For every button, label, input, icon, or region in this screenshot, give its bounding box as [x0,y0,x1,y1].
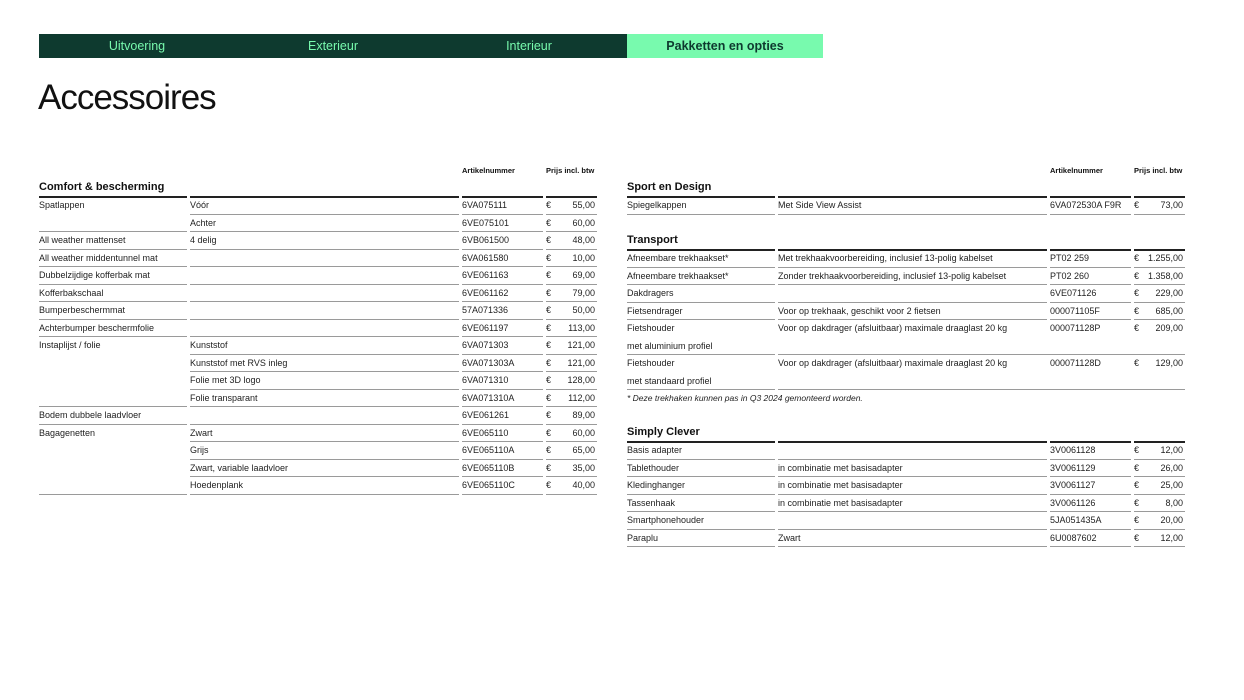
item-name: Bodem dubbele laadvloer [39,407,187,425]
item-name-text: Spiegelkappen [627,200,687,210]
currency-symbol: € [546,392,552,403]
price-value: 25,00 [1160,480,1183,490]
currency-symbol: € [546,357,552,368]
item-variant [190,285,459,303]
item-name-text: Kledinghanger [627,480,686,490]
item-price [1134,495,1185,513]
table-row [627,530,1185,548]
item-variant [778,442,1047,460]
item-article-number: 6VE061261 [462,407,543,425]
price-value: 48,00 [572,235,595,245]
item-name-text: Tablethouder [627,462,680,473]
currency-symbol: € [546,427,552,438]
item-name [627,512,775,530]
section-tabs [39,34,823,58]
item-price [546,442,597,460]
item-article-number: 3V0061127 [1050,477,1131,495]
item-article-number: 5JA051435A [1050,512,1131,530]
item-variant: Vóór [190,197,459,215]
table-row [627,303,1185,321]
item-article-number: 3V0061126 [1050,495,1131,513]
item-article-number: 6VE061197 [462,320,543,338]
currency-symbol: € [546,287,552,298]
transport-footnote: * Deze trekhaken kunnen pas in Q3 2024 gemonteerd worden. [627,393,863,403]
price-value: 89,00 [572,410,595,420]
table-row [39,442,597,460]
item-variant: Zwart [190,425,459,443]
item-variant [190,320,459,338]
item-variant: Hoedenplank [190,477,459,495]
price-value: 121,00 [567,357,595,368]
item-name-line-1: Fietshouder [627,358,675,368]
item-price [546,302,597,320]
currency-symbol: € [546,322,552,333]
item-name [627,442,775,460]
price-value: 69,00 [572,270,595,280]
item-article-number: 6VE065110A [462,442,543,460]
transport-title: Transport [627,234,678,246]
item-name [627,303,775,321]
currency-symbol: € [546,270,552,280]
comfort-title: Comfort & bescherming [39,181,165,193]
currency-symbol: € [546,252,552,263]
item-variant: in combinatie met basisadapter [778,495,1047,513]
price-value: 229,00 [1155,288,1183,298]
item-price [1134,197,1185,215]
item-price [546,407,597,425]
item-variant: Grijs [190,442,459,460]
item-price [546,197,597,215]
row-rule [778,389,1185,390]
sport-en-design-title: Sport en Design [627,181,712,193]
item-price [546,372,597,390]
item-variant: Voor op trekhaak, geschikt voor 2 fietsen [778,303,1047,321]
item-name: All weather mattenset [39,232,187,250]
item-article-number: 6VE065110B [462,460,543,478]
price-value: 12,00 [1160,532,1183,543]
tab-uitvoering[interactable]: Uitvoering [108,39,166,53]
item-price [546,390,597,408]
item-name: Spatlappen [39,200,85,210]
item-name [627,250,775,268]
table-row [627,477,1185,495]
item-price [1134,460,1185,478]
item-price [1134,530,1185,548]
item-variant: Voor op dakdrager (afsluitbaar) maximale draaglast 20 kg [778,358,1008,368]
item-variant: Met Side View Assist [778,197,1047,215]
currency-symbol: € [1134,323,1140,333]
item-name-line-2: met aluminium profiel [627,340,713,351]
price-value: 113,00 [568,322,595,333]
item-name: Bumperbeschermmat [39,302,187,320]
item-price [546,355,597,373]
item-name [627,495,775,513]
item-article-number: 6VA061580 [462,250,543,268]
table-row [39,267,597,285]
item-price [546,477,597,495]
price-value: 79,00 [572,287,595,298]
table-row [627,197,1185,215]
item-variant: Kunststof met RVS inleg [190,355,459,373]
table-row [39,250,597,268]
item-price [1134,355,1185,373]
item-name-text: Paraplu [627,532,659,543]
price-value: 73,00 [1160,200,1183,210]
item-name-text: Afneembare trekhaakset* [627,253,729,263]
item-price [546,320,597,338]
item-name-text: Dakdragers [627,288,674,298]
item-name [627,268,775,286]
item-name [39,355,187,373]
table-row [39,197,597,215]
currency-symbol: € [1134,497,1140,508]
item-price [1134,477,1185,495]
item-name [39,372,187,390]
price-value: 121,00 [567,340,595,350]
price-value: 60,00 [572,427,595,438]
item-article-number: 6VE065110C [462,477,543,495]
item-article-number: 6VA071310A [462,390,543,408]
item-price [1134,512,1185,530]
item-article-number: 57A071336 [462,302,543,320]
item-name-text: Smartphonehouder [627,515,705,525]
item-price [546,460,597,478]
item-price [546,215,597,233]
item-name-text: Afneembare trekhaakset* [627,270,729,281]
currency-symbol: € [546,340,552,350]
item-article-number: 6VA075111 [462,197,543,215]
price-value: 8,00 [1165,497,1183,508]
price-value: 10,00 [572,252,595,263]
table-row [627,495,1185,513]
item-name [627,320,775,355]
price-value: 55,00 [572,200,595,210]
item-article-number: 6U0087602 [1050,530,1131,548]
item-article-number: 6VE065110 [462,425,543,443]
currency-symbol: € [1134,200,1140,210]
item-article-number: 000071128D [1050,358,1101,368]
item-name: Dubbelzijdige kofferbak mat [39,267,187,285]
item-name [627,285,775,303]
item-article-number: 000071105F [1050,303,1131,321]
item-article-number: 6VE071126 [1050,285,1131,303]
item-price [1134,303,1185,321]
item-name: Kofferbakschaal [39,285,187,303]
price-value: 40,00 [572,480,595,490]
table-row [627,268,1185,286]
item-name: Achterbumper beschermfolie [39,320,187,338]
currency-symbol: € [546,462,552,473]
item-article-number: 3V0061128 [1050,442,1131,460]
item-variant: Zwart [778,530,1047,548]
table-row [627,285,1185,303]
item-variant: Kunststof [190,337,459,355]
item-article-number: 6VE061163 [462,267,543,285]
table-row [39,337,597,355]
currency-symbol: € [546,305,552,315]
price-value: 12,00 [1160,445,1183,455]
item-article-number: PT02 260 [1050,268,1131,286]
item-price [546,250,597,268]
item-article-number: 6VE061162 [462,285,543,303]
item-article-number: 6VA071303A [462,355,543,373]
table-row [39,355,597,373]
item-variant: Voor op dakdrager (afsluitbaar) maximale draaglast 20 kg [778,323,1008,333]
currency-symbol: € [546,200,552,210]
item-article-number: 6VE075101 [462,215,543,233]
currency-symbol: € [546,375,552,385]
price-value: 65,00 [572,445,595,455]
item-variant [190,302,459,320]
item-price [1134,285,1185,303]
left-price-header: Prijs incl. btw [546,166,595,175]
right-article-header: Artikelnummer [1050,166,1103,175]
price-value: 26,00 [1160,462,1183,473]
item-name [39,460,187,478]
currency-symbol: € [1134,532,1140,543]
table-row [627,512,1185,530]
item-name [39,442,187,460]
item-name [39,215,187,233]
tab-pakketten-en-opties[interactable]: Pakketten en opties [627,34,823,58]
item-variant: Zonder trekhaakvoorbereiding, inclusief 13-polig kabelset [778,268,1047,286]
currency-symbol: € [1134,305,1140,316]
item-variant: Folie met 3D logo [190,372,459,390]
item-price [546,267,597,285]
item-article-number: 6VA071310 [462,372,543,390]
currency-symbol: € [1134,462,1140,473]
item-article-number: 6VB061500 [462,232,543,250]
price-value: 60,00 [572,217,595,228]
item-variant [190,267,459,285]
simply-clever-title: Simply Clever [627,426,700,438]
item-price [1134,250,1185,268]
table-row [627,250,1185,268]
item-name [39,477,187,495]
item-price [546,425,597,443]
table-row [39,320,597,338]
table-row [39,425,597,443]
currency-symbol: € [546,235,552,245]
item-variant: Achter [190,215,459,233]
item-name-text: Basis adapter [627,445,683,455]
item-price [1134,268,1185,286]
currency-symbol: € [1134,288,1140,298]
table-row [39,460,597,478]
table-row [627,320,1185,355]
table-row [627,460,1185,478]
table-row [627,442,1185,460]
right-price-header: Prijs incl. btw [1134,166,1183,175]
currency-symbol: € [1134,358,1140,368]
price-value: 209,00 [1155,323,1183,333]
tab-interieur[interactable]: Interieur [506,39,552,53]
item-price [1134,320,1185,338]
currency-symbol: € [1134,270,1140,281]
currency-symbol: € [1134,253,1140,263]
table-row [39,390,597,408]
item-variant [190,407,459,425]
item-name [627,197,775,215]
price-value: 129,00 [1155,358,1183,368]
item-name-line-2: met standaard profiel [627,375,712,386]
price-value: 35,00 [572,462,595,473]
currency-symbol: € [1134,480,1140,490]
item-name-line-1: Fietshouder [627,323,675,333]
item-article-number: 6VA072530A F9R [1050,197,1131,215]
currency-symbol: € [1134,515,1140,525]
item-article-number: PT02 259 [1050,250,1131,268]
item-price [546,337,597,355]
currency-symbol: € [546,217,552,228]
item-name: All weather middentunnel mat [39,250,187,268]
left-article-header: Artikelnummer [462,166,515,175]
currency-symbol: € [546,480,552,490]
price-value: 128,00 [567,375,595,385]
item-price [546,232,597,250]
price-value: 685,00 [1155,305,1183,316]
item-variant: Met trekhaakvoorbereiding, inclusief 13-polig kabelset [778,250,1047,268]
currency-symbol: € [546,410,552,420]
price-value: 50,00 [572,305,595,315]
item-name [39,390,187,408]
item-name-text: Fietsendrager [627,305,683,316]
item-price [546,285,597,303]
currency-symbol: € [546,445,552,455]
item-variant [778,285,1047,303]
price-value: 1.255,00 [1147,253,1183,263]
item-variant [190,250,459,268]
table-row [39,232,597,250]
table-row [39,372,597,390]
table-row [39,215,597,233]
price-value: 1.358,00 [1147,270,1183,281]
item-name [627,355,775,390]
item-name-text: Tassenhaak [627,497,676,508]
table-row [39,302,597,320]
currency-symbol: € [1134,445,1140,455]
item-name [627,530,775,548]
item-name [627,477,775,495]
item-article-number: 6VA071303 [462,337,543,355]
tab-exterieur[interactable]: Exterieur [307,39,359,53]
item-variant: in combinatie met basisadapter [778,477,1047,495]
table-row [39,407,597,425]
item-variant: in combinatie met basisadapter [778,460,1047,478]
item-name [627,460,775,478]
item-variant: Zwart, variable laadvloer [190,460,459,478]
table-row [627,355,1185,390]
item-name: Bagagenetten [39,427,96,438]
table-row [39,285,597,303]
item-variant: Folie transparant [190,390,459,408]
item-article-number: 000071128P [1050,323,1101,333]
item-variant [778,512,1047,530]
price-value: 112,00 [568,392,595,403]
price-value: 20,00 [1160,515,1183,525]
item-price [1134,442,1185,460]
table-row [39,477,597,495]
item-name: Instaplijst / folie [39,340,101,350]
page-title: Accessoires [38,78,216,117]
item-variant: 4 delig [190,232,459,250]
item-article-number: 3V0061129 [1050,460,1131,478]
